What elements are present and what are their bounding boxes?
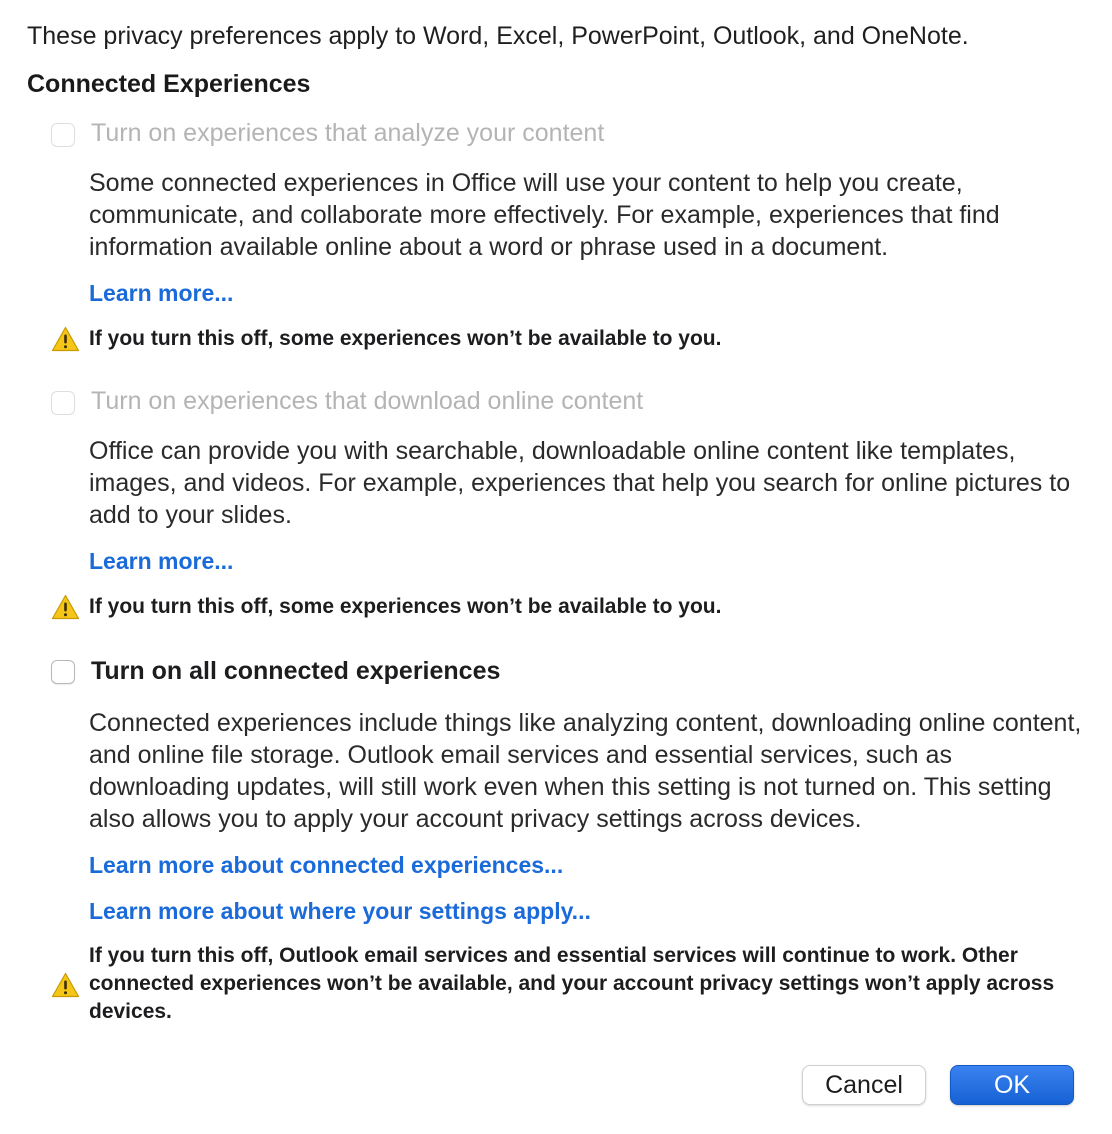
download-content-learn-more-link[interactable]: Learn more... <box>89 548 234 574</box>
download-content-checkbox[interactable] <box>51 391 75 415</box>
analyze-content-label: Turn on experiences that analyze your content <box>91 119 605 147</box>
all-connected-experiences-checkbox[interactable] <box>51 660 75 684</box>
section-title: Connected Experiences <box>27 70 311 98</box>
download-content-label: Turn on experiences that download online content <box>91 387 644 415</box>
warning-icon <box>51 972 80 998</box>
all-connected-experiences-description: Connected experiences include things like analyzing content, downloading online content, and online file storage. Outlook email services and essential services, such as downloading updates, will still work even when this setting is not turned on. This setting also allows you to apply your account privacy settings across devices. <box>89 709 1082 833</box>
analyze-content-warning: If you turn this off, some experiences won’t be available to you. <box>89 327 722 350</box>
learn-more-connected-experiences-link[interactable]: Learn more about connected experiences... <box>89 852 564 878</box>
learn-more-settings-apply-link[interactable]: Learn more about where your settings apply... <box>89 898 591 924</box>
analyze-content-description: Some connected experiences in Office will use your content to help you create, communicate, and collaborate more effectively. For example, experiences that find information available online about a word or phrase used in a document. <box>89 169 1000 261</box>
download-content-description: Office can provide you with searchable, downloadable online content like templates, images, and videos. For example, experiences that help you search for online pictures to add to your slides. <box>89 437 1071 529</box>
all-connected-experiences-warning: If you turn this off, Outlook email services and essential services will continue to work. Other connected experiences won’t be available, and your account privacy settings won’t apply across devices. <box>89 944 1055 1023</box>
ok-button[interactable]: OK <box>950 1065 1074 1105</box>
intro-text: These privacy preferences apply to Word, Excel, PowerPoint, Outlook, and OneNote. <box>27 22 969 50</box>
all-connected-experiences-label[interactable]: Turn on all connected experiences <box>91 657 501 685</box>
warning-icon <box>51 594 80 620</box>
download-content-warning: If you turn this off, some experiences won’t be available to you. <box>89 595 722 618</box>
analyze-content-learn-more-link[interactable]: Learn more... <box>89 280 234 306</box>
warning-icon <box>51 326 80 352</box>
cancel-button[interactable]: Cancel <box>802 1065 926 1105</box>
analyze-content-checkbox[interactable] <box>51 123 75 147</box>
